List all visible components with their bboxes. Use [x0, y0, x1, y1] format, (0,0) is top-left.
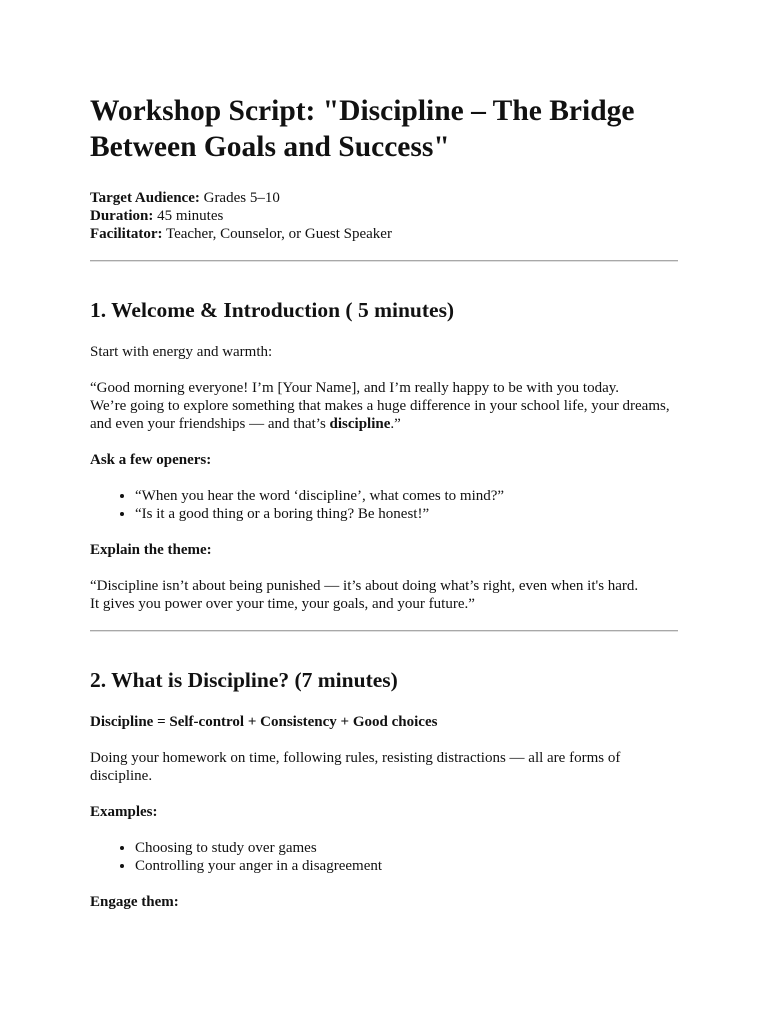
list-item: • Controlling your anger in a disagreement	[135, 857, 678, 875]
discipline-formula: Discipline = Self-control + Consistency + Good choices	[90, 714, 438, 730]
theme-line-1: “Discipline isn’t about being punished — it’s about doing what’s right, even when it's hard.	[90, 578, 639, 594]
quote-line-1: “Good morning everyone! I’m [Your Name], and I’m really happy to be with you today.	[90, 380, 620, 396]
section-1-intro: Start with energy and warmth:	[90, 344, 273, 360]
theme-quote	[90, 577, 678, 613]
target-audience	[90, 189, 678, 207]
quote-end: .”	[390, 416, 401, 432]
section-divider	[90, 260, 678, 262]
facilitator-label: Facilitator:	[90, 226, 163, 242]
openers-list	[90, 487, 678, 523]
workshop-details	[90, 189, 678, 243]
theme-label: Explain the theme:	[90, 542, 212, 558]
quote-emphasis: discipline	[329, 416, 391, 432]
list-item: • “Is it a good thing or a boring thing? Be honest!”	[135, 505, 678, 523]
examples-list	[90, 839, 678, 875]
list-item: • Choosing to study over games	[135, 839, 678, 857]
section-1-quote	[90, 379, 678, 433]
target-audience-value: Grades 5–10	[199, 190, 280, 206]
section-divider	[90, 630, 678, 632]
facilitator-value: Teacher, Counselor, or Guest Speaker	[162, 226, 392, 242]
duration	[90, 207, 678, 225]
discipline-description: Doing your homework on time, following rules, resisting distractions — all are forms of discipline.	[90, 750, 621, 784]
quote-line-2: We’re going to explore something that makes a huge difference in your school life, your dreams, and even your friendships — and that’s	[90, 398, 670, 432]
examples-label: Examples:	[90, 804, 158, 820]
list-item: • “When you hear the word ‘discipline’, what comes to mind?”	[135, 487, 678, 505]
target-audience-label: Target Audience:	[90, 190, 200, 206]
section-2-heading: 2. What is Discipline? (7 minutes)	[90, 668, 398, 692]
duration-label: Duration:	[90, 208, 154, 224]
theme-line-2: It gives you power over your time, your goals, and your future.”	[90, 596, 475, 612]
document-title: Workshop Script: "Discipline – The Bridge Between Goals and Success"	[90, 95, 635, 163]
duration-value: 45 minutes	[153, 208, 224, 224]
section-1-heading: 1. Welcome & Introduction ( 5 minutes)	[90, 298, 455, 322]
openers-label: Ask a few openers:	[90, 452, 212, 468]
engage-label: Engage them:	[90, 894, 179, 910]
facilitator	[90, 225, 678, 243]
